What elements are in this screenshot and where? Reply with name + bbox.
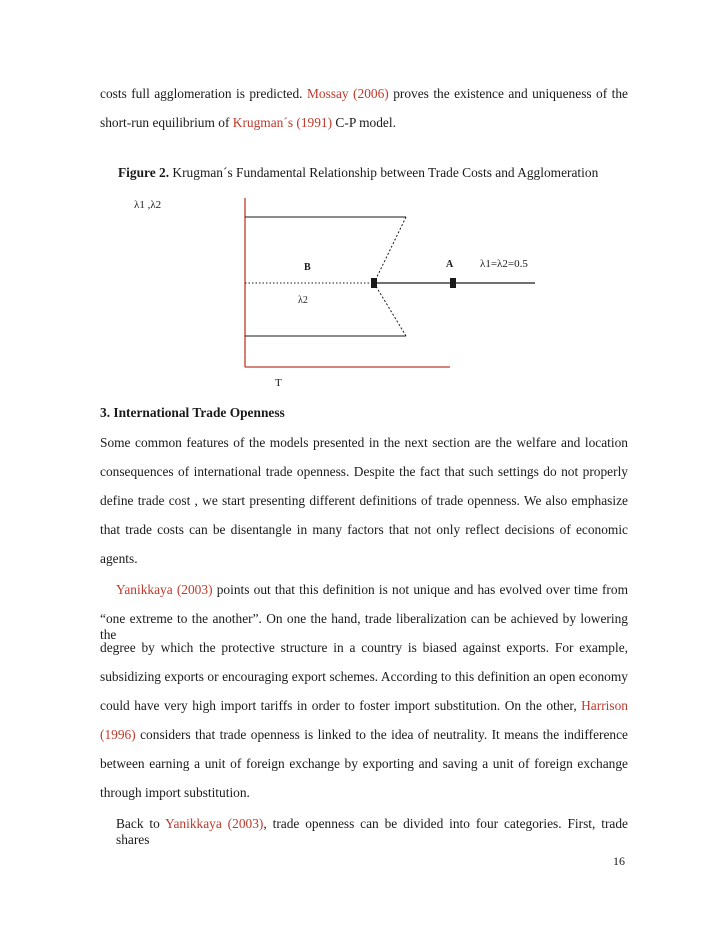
body-line: between earning a unit of foreign exchange by exporting and saving a unit of foreign exchange xyxy=(100,756,628,771)
label-lambda2: λ2 xyxy=(298,295,308,306)
body-line xyxy=(100,698,628,714)
text-run: Back to xyxy=(116,816,166,831)
sustain-point-marker xyxy=(450,278,456,288)
section-heading: 3. International Trade Openness xyxy=(100,405,285,420)
y-axis-label: λ1 ,λ2 xyxy=(134,199,162,211)
text-run: C-P model. xyxy=(332,115,396,130)
body-line: Some common features of the models presented in the next section are the welfare and location xyxy=(100,435,628,450)
text-run: , trade openness can be divided into four categories. First, trade shares xyxy=(116,816,628,847)
break-point-marker xyxy=(371,278,377,288)
figure-caption-label: Figure 2. xyxy=(118,165,170,180)
x-axis-label: T xyxy=(275,377,282,389)
citation-link[interactable]: Yanikkaya (2003) xyxy=(116,582,213,597)
body-line: consequences of international trade openness. Despite the fact that such settings do not properly xyxy=(100,464,628,479)
label-A: A xyxy=(446,259,454,270)
body-line xyxy=(100,727,628,743)
body-line xyxy=(100,816,628,848)
text-run: proves the existence and uniqueness of the xyxy=(388,86,628,101)
body-line: through import substitution. xyxy=(100,785,250,800)
label-B: B xyxy=(304,262,311,273)
page-number: 16 xyxy=(613,854,625,868)
body-line: “one extreme to the another”. On one the hand, trade liberalization can be achieved by lowering the xyxy=(100,611,628,642)
citation-link[interactable]: Yanikkaya (2003) xyxy=(165,816,264,831)
body-line xyxy=(100,582,628,598)
body-line: define trade cost , we start presenting different definitions of trade openness. We also emphasize xyxy=(100,493,628,508)
lower-connector xyxy=(374,283,406,336)
label-symmetric-equilibrium: λ1=λ2=0.5 xyxy=(480,258,528,270)
text-run: considers that trade openness is linked to the idea of neutrality. It means the indifference xyxy=(135,727,628,742)
citation-link[interactable]: Mossay (2006) xyxy=(306,86,389,101)
body-line: agents. xyxy=(100,551,138,566)
body-line: subsidizing exports or encouraging export schemes. According to this definition an open economy xyxy=(100,669,628,684)
body-line: degree by which the protective structure in a country is biased against exports. For example, xyxy=(100,640,628,655)
text-run: short-run equilibrium of xyxy=(100,115,233,130)
citation-link[interactable]: Harrison xyxy=(581,698,628,713)
text-run: costs full agglomeration is predicted. xyxy=(100,86,307,101)
text-run: points out that this definition is not unique and has evolved over time from xyxy=(212,582,629,597)
text-run: could have very high import tariffs in order to foster import substitution. On the other, xyxy=(100,698,582,713)
figure-caption-text: Krugman´s Fundamental Relationship between Trade Costs and Agglomeration xyxy=(169,165,599,180)
citation-link[interactable]: Krugman´s (1991) xyxy=(232,115,333,130)
citation-link[interactable]: (1996) xyxy=(100,727,136,742)
upper-connector xyxy=(374,217,406,283)
body-line: that trade costs can be disentangle in many factors that not only reflect decisions of economic xyxy=(100,522,628,537)
